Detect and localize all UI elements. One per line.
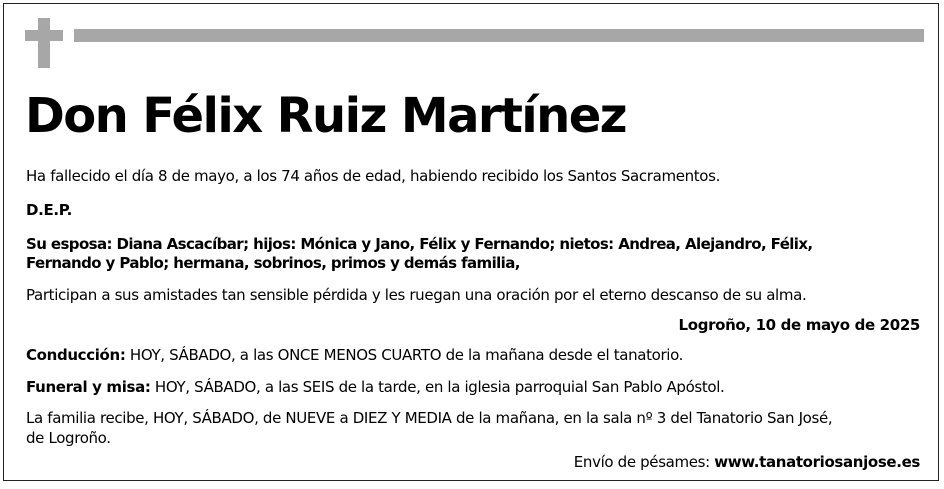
funeral-line [26, 377, 724, 397]
cross-icon-bar [25, 30, 63, 41]
conduction-text: HOY, SÁBADO, a las ONCE MENOS CUARTO de la mañana desde el tanatorio. [125, 346, 684, 364]
reception-line-2: de Logroño. [26, 429, 111, 447]
condolence-website-link[interactable]: www.tanatoriosanjose.es [714, 453, 920, 471]
death-line: Ha fallecido el día 8 de mayo, a los 74 años de edad, habiendo recibido los Santos Sacramentos. [26, 167, 720, 185]
reception-line-1: La familia recibe, HOY, SÁBADO, de NUEVE a DIEZ Y MEDIA de la mañana, en la sala nº 3 del Tanatorio San José, [26, 409, 833, 427]
condolence-line [574, 452, 920, 472]
place-date: Logroño, 10 de mayo de 2025 [678, 316, 920, 334]
decorative-top-bar [74, 29, 924, 42]
family-line-2: Fernando y Pablo; hermana, sobrinos, primos y demás familia, [26, 254, 520, 272]
cross-icon [38, 18, 50, 68]
family-line-1: Su esposa: Diana Ascacíbar; hijos: Mónica y Jano, Félix y Fernando; nietos: Andrea, Alejandro, Félix, [26, 235, 813, 253]
deceased-name: Don Félix Ruiz Martínez [25, 88, 627, 144]
funeral-label: Funeral y misa: [26, 378, 151, 396]
conduction-label: Conducción: [26, 346, 126, 364]
announcement-line: Participan a sus amistades tan sensible pérdida y les ruegan una oración por el eterno descanso de su alma. [26, 286, 807, 304]
funeral-text: HOY, SÁBADO, a las SEIS de la tarde, en la iglesia parroquial San Pablo Apóstol. [150, 378, 725, 396]
dep-label: D.E.P. [26, 201, 72, 219]
condolence-label: Envío de pésames: [573, 453, 715, 471]
conduction-line [26, 345, 683, 365]
